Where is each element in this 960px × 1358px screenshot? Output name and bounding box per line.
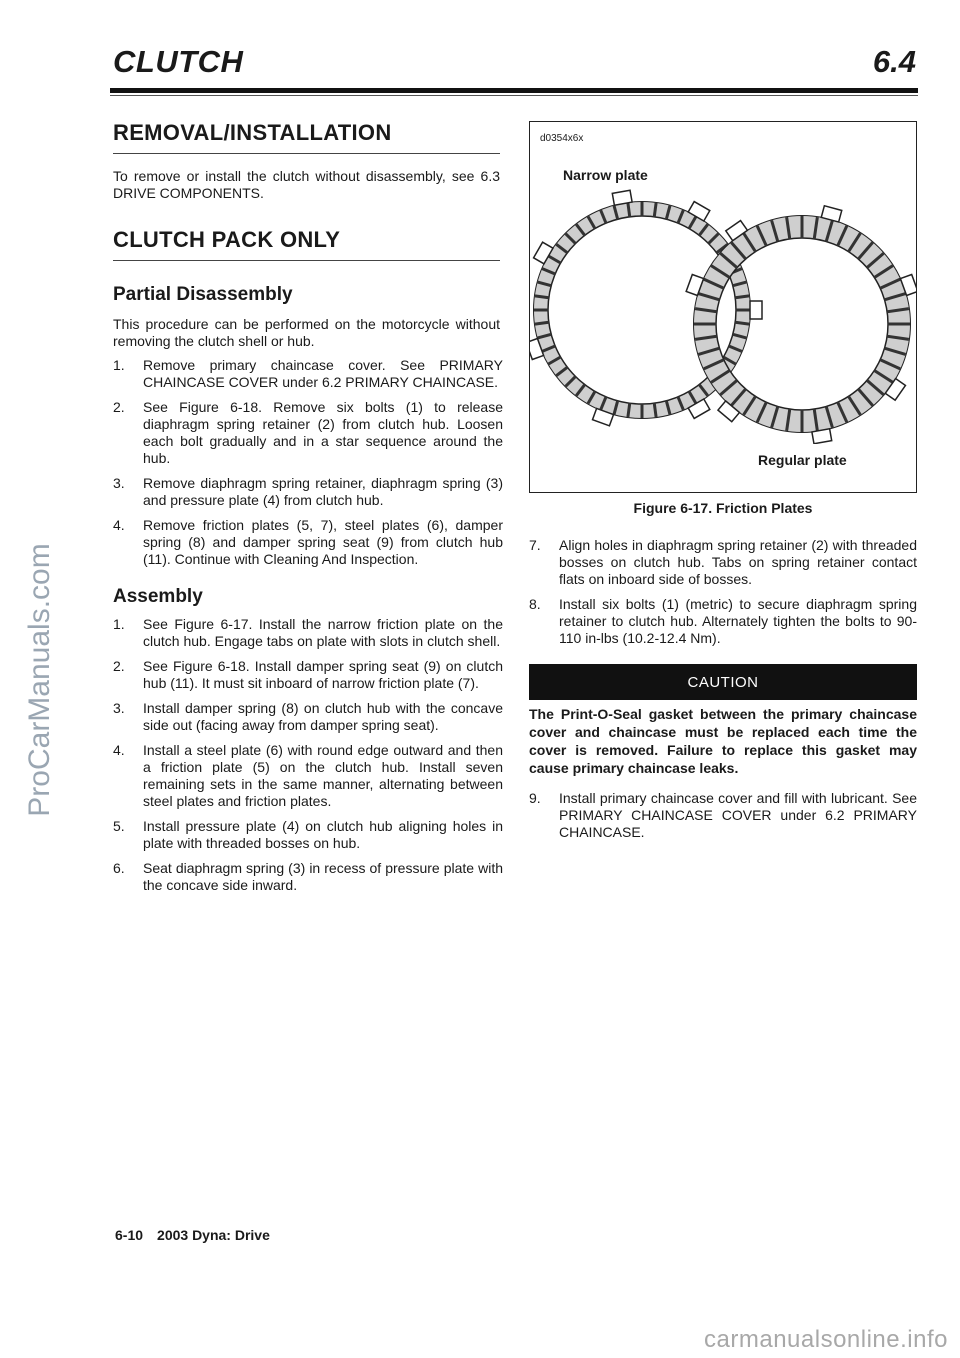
partial-intro: This procedure can be performed on the motorcycle without removing the clutch shell or hub. <box>113 316 500 349</box>
list-item <box>113 818 503 852</box>
page-footer <box>115 1227 270 1243</box>
removal-heading: REMOVAL/INSTALLATION <box>113 120 392 145</box>
list-item <box>113 860 503 894</box>
narrow-plate-label: Narrow plate <box>563 167 648 183</box>
caution-text: The Print-O-Seal gasket between the primary chaincase cover and chaincase must be replaced each time the cover is removed. Failure to replace this gasket may cause primary chaincase leaks. <box>529 706 917 776</box>
step-text: Remove friction plates (5, 7), steel plates (6), damper spring (8) and damper spring seat (9) from clutch hub (11). Continue with Cleaning And Inspection. <box>143 517 503 567</box>
step-text: Remove diaphragm spring retainer, diaphragm spring (3) and pressure plate (4) from clutch hub. <box>143 475 503 508</box>
pack-rule <box>113 260 500 261</box>
step-text: Align holes in diaphragm spring retainer (2) with threaded bosses on clutch hub. Tabs on spring retainer contact flats on inboard side of bosses. <box>559 537 917 587</box>
list-item <box>113 742 503 810</box>
list-item <box>113 517 503 568</box>
step-text: Install damper spring (8) on clutch hub with the concave side out (facing away from damper spring seat). <box>143 700 503 733</box>
step-number: 2. <box>113 658 125 674</box>
friction-plates-illustration <box>530 182 916 444</box>
step-number: 2. <box>113 399 125 415</box>
chapter-title: CLUTCH <box>113 44 244 79</box>
figure-code: d0354x6x <box>540 133 584 144</box>
assembly-steps-continued <box>529 537 917 655</box>
caution-banner: CAUTION <box>529 664 917 700</box>
step-text: Install six bolts (1) (metric) to secure diaphragm spring retainer to clutch hub. Alternately tighten the bolts to 90-110 in-lbs (10.2-12.4 Nm). <box>559 596 917 646</box>
step-number: 7. <box>529 537 541 553</box>
step-text: Install primary chaincase cover and fill with lubricant. See PRIMARY CHAINCASE COVER under 6.2 PRIMARY CHAINCASE. <box>559 790 917 840</box>
pack-heading: CLUTCH PACK ONLY <box>113 227 341 252</box>
partial-steps <box>113 357 503 576</box>
list-item <box>113 658 503 692</box>
section-number: 6.4 <box>872 44 916 79</box>
list-item <box>113 700 503 734</box>
side-watermark <box>20 543 60 817</box>
step-number: 6. <box>113 860 125 876</box>
removal-rule <box>113 153 500 154</box>
step-number: 8. <box>529 596 541 612</box>
list-item <box>529 596 917 647</box>
header-rule-thin <box>110 95 918 96</box>
side-watermark-text: ProCarManuals.com <box>23 543 56 817</box>
step-text: See Figure 6-18. Remove six bolts (1) to release diaphragm spring retainer (2) from clutch hub. Loosen each bolt gradually and in a star sequence around the hub. <box>143 399 503 466</box>
page-number: 6-10 <box>115 1227 144 1243</box>
bottom-watermark: carmanualsonline.info <box>704 1326 948 1353</box>
regular-plate-label: Regular plate <box>758 452 847 468</box>
list-item <box>113 475 503 509</box>
assembly-heading: Assembly <box>113 586 203 607</box>
book-title: 2003 Dyna: Drive <box>157 1227 270 1243</box>
figure-caption: Figure 6-17. Friction Plates <box>633 500 813 516</box>
step-text: Install pressure plate (4) on clutch hub aligning holes in plate with threaded bosses on hub. <box>143 818 503 851</box>
list-item <box>113 399 503 467</box>
step-text: Remove primary chaincase cover. See PRIMARY CHAINCASE COVER under 6.2 PRIMARY CHAINCASE. <box>143 357 503 390</box>
list-item <box>529 537 917 588</box>
step-number: 1. <box>113 616 125 632</box>
removal-intro: To remove or install the clutch without disassembly, see 6.3 DRIVE COMPONENTS. <box>113 168 500 201</box>
assembly-steps <box>113 616 503 902</box>
step-text: See Figure 6-17. Install the narrow friction plate on the clutch hub. Engage tabs on plate with slots in clutch shell. <box>143 616 503 649</box>
step-number: 1. <box>113 357 125 373</box>
step-number: 3. <box>113 475 125 491</box>
list-item <box>529 790 917 841</box>
step-number: 9. <box>529 790 541 806</box>
step-number: 4. <box>113 742 125 758</box>
partial-heading: Partial Disassembly <box>113 284 293 305</box>
step-text: See Figure 6-18. Install damper spring seat (9) on clutch hub (11). It must sit inboard of narrow friction plate (7). <box>143 658 503 691</box>
step-number: 4. <box>113 517 125 533</box>
step-number: 5. <box>113 818 125 834</box>
step-text: Install a steel plate (6) with round edge outward and then a friction plate (5) on the clutch hub. Install seven remaining sets in the same manner, alternating between steel plates and friction plates. <box>143 742 503 809</box>
list-item <box>113 357 503 391</box>
assembly-steps-final <box>529 790 917 849</box>
step-number: 3. <box>113 700 125 716</box>
list-item <box>113 616 503 650</box>
header-rule <box>110 88 918 93</box>
step-text: Seat diaphragm spring (3) in recess of pressure plate with the concave side inward. <box>143 860 503 893</box>
